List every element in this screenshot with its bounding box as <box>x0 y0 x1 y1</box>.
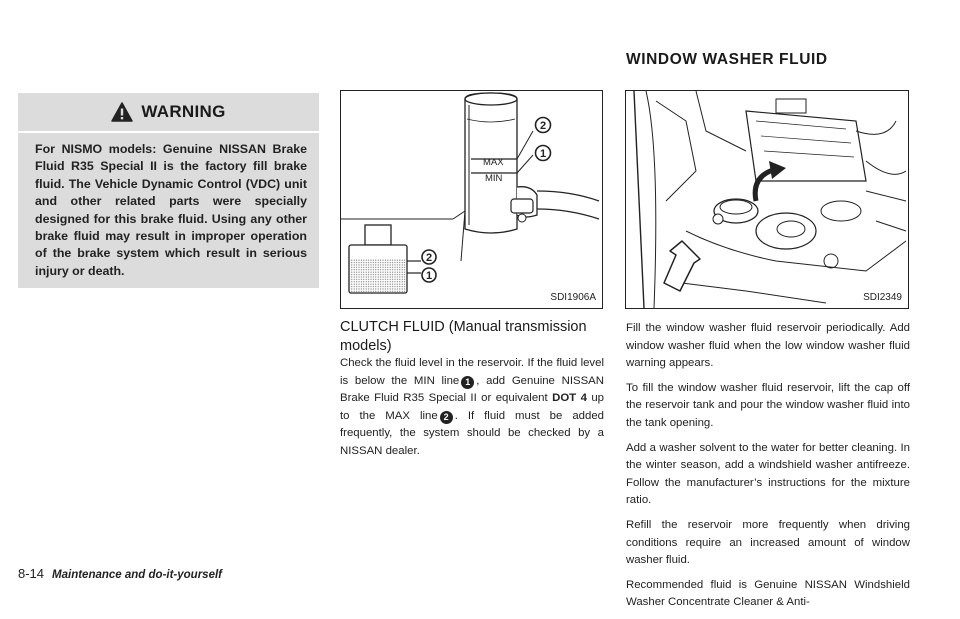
washer-paragraph-3: Add a washer solvent to the water for better cleaning. In the winter season, add a windshield washer antifreeze. Follow the manufacturer’s instructions for the mixture ratio. <box>626 441 910 507</box>
warning-divider <box>18 131 319 133</box>
clutch-reservoir-illustration <box>341 91 602 308</box>
clutch-body <box>340 355 604 468</box>
min-label: MIN <box>485 173 503 184</box>
warning-box <box>18 93 319 288</box>
washer-paragraph-2: To fill the window washer fluid reservoir, lift the cap off the reservoir tank and pour the window washer fluid into the tank opening. <box>626 381 910 429</box>
clutch-text-b: , add Genuine NISSAN Brake Fluid R35 Special II or equivalent <box>340 374 605 405</box>
figure-code-clutch: SDI1906A <box>550 292 596 303</box>
washer-paragraph-4: Refill the reservoir more frequently when driving conditions require an increased amount of window washer fluid. <box>626 518 910 567</box>
clutch-text-a: Check the fluid level in the reservoir. If the fluid level is below the MIN line <box>340 357 604 387</box>
callout-1-icon: 1 <box>461 376 474 389</box>
clutch-section-title: CLUTCH FLUID (Manual transmission models) <box>340 319 587 354</box>
clutch-paragraph <box>340 355 604 461</box>
callout-2-top: 2 <box>539 120 547 132</box>
page-footer <box>18 566 222 581</box>
washer-body <box>626 320 910 619</box>
chapter-title: Maintenance and do-it-yourself <box>52 569 222 581</box>
callout-1-top: 1 <box>539 148 547 160</box>
page-number: 8-14 <box>18 566 45 581</box>
callout-2-bottom: 2 <box>425 252 433 264</box>
clutch-text-d: . If fluid must be added frequently, the system should be checked by a NISSAN dealer. <box>340 409 604 457</box>
washer-reservoir-illustration <box>626 91 908 308</box>
figure-code-washer: SDI2349 <box>863 292 902 303</box>
washer-paragraph-5: Recommended fluid is Genuine NISSAN Windshield Washer Concentrate Cleaner & Anti- <box>626 578 910 609</box>
clutch-reservoir-figure <box>340 90 603 309</box>
callout-1-bottom: 1 <box>425 270 433 282</box>
dot4-label: DOT 4 <box>552 392 587 405</box>
warning-triangle-icon <box>111 102 133 122</box>
warning-header <box>18 93 319 130</box>
washer-paragraph-1: Fill the window washer fluid reservoir periodically. Add window washer fluid when the low window washer fluid warning appears. <box>626 322 910 370</box>
washer-reservoir-figure <box>625 90 909 309</box>
washer-section-title: WINDOW WASHER FLUID <box>626 51 828 68</box>
warning-title: WARNING <box>141 101 226 121</box>
callout-2-icon: 2 <box>440 411 453 424</box>
max-label: MAX <box>483 157 504 168</box>
clutch-text-c: up to the MAX line <box>340 392 605 422</box>
warning-text: For NISMO models: Genuine NISSAN Brake Fluid R35 Special II is the factory fill brake fluid. The Vehicle Dynamic Control (VDC) unit and other related parts were specially designed for this brake fluid. Using any other brake fluid may result in improper operation of the brake system which result in serious injury or death. <box>35 142 307 278</box>
